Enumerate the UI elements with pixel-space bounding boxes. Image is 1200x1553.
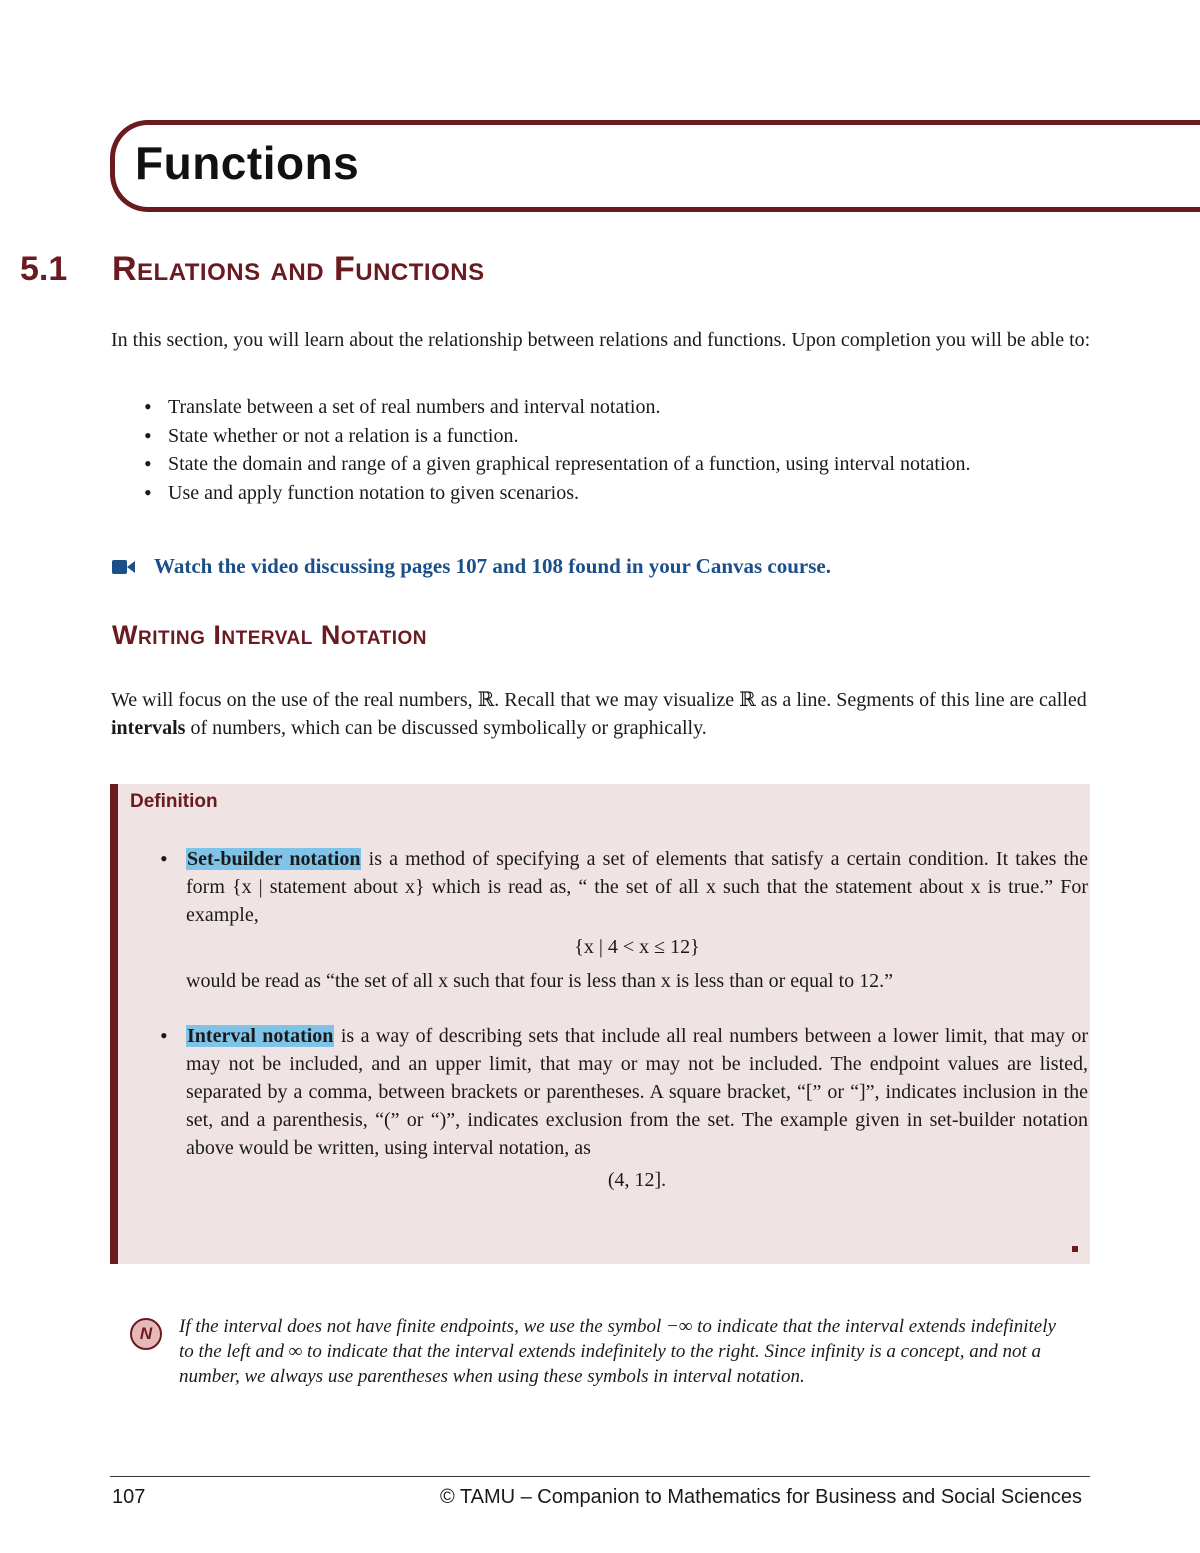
objective-item: • State the domain and range of a given graphical representation of a function, using interval notation.	[140, 450, 971, 479]
definition-box	[110, 784, 1090, 1264]
objective-item: • State whether or not a relation is a function.	[140, 422, 971, 451]
definition-text: would be read as “the set of all x such that four is less than x is less than or equal to 12.”	[186, 970, 894, 992]
note-text: If the interval does not have finite endpoints, we use the symbol −∞ to indicate that the interval extends indefinitely to the left and ∞ to indicate that the interval extends indefinitely to the right. Since infinity is a concept, and not a number, we always use parentheses when using these symbols in interval notation.	[179, 1316, 1056, 1387]
objective-item: • Translate between a set of real numbers and interval notation.	[140, 393, 971, 422]
term-set-builder-notation: Set-builder notation	[187, 848, 361, 870]
subsection-title: Writing Interval Notation	[112, 620, 428, 650]
bullet: •	[160, 846, 168, 871]
page-number: 107	[112, 1486, 146, 1508]
term-interval-notation: Interval notation	[187, 1025, 334, 1047]
note-icon: N	[130, 1318, 162, 1350]
interval-example: (4, 12].	[607, 1169, 667, 1191]
definition-label: Definition	[130, 791, 218, 812]
video-camera-icon	[112, 559, 136, 575]
bullet: •	[160, 1023, 168, 1048]
objectives-list	[140, 393, 971, 507]
paragraph-text: of numbers, which can be discussed symbolically or graphically.	[185, 717, 707, 739]
definition-text: is a method of specifying a set of elements that satisfy a certain condition. It takes the form {x | statement about x} which is read as, “ the set of all x such that the statement about x is true.” For example,	[186, 848, 1088, 926]
footer-text: © TAMU – Companion to Mathematics for Business and Social Sciences	[439, 1486, 1082, 1508]
section-title: Relations and Functions	[112, 250, 485, 288]
footer-divider	[110, 1476, 1090, 1477]
video-link-text[interactable]: Watch the video discussing pages 107 and 108 found in your Canvas course.	[154, 554, 831, 578]
chapter-title: Functions	[135, 137, 360, 189]
objective-item: • Use and apply function notation to given scenarios.	[140, 479, 971, 508]
section-number: 5.1	[20, 250, 68, 288]
definition-item-interval	[160, 1022, 1088, 1200]
intro-paragraph: In this section, you will learn about the relationship between relations and functions. Upon completion you will be able to:	[111, 329, 1091, 351]
paragraph-bold-term: intervals	[111, 717, 186, 739]
paragraph-text: We will focus on the use of the real numbers, ℝ. Recall that we may visualize ℝ as a line. Segments of this line are called	[111, 689, 1087, 711]
definition-text: is a way of describing sets that include all real numbers between a lower limit, that may or may not be included, and an upper limit, that may or may not be included. The endpoint values are listed, separated by a comma, between brackets or parentheses. A square bracket, “[” or “]”, indicates inclusion in the set, and a parenthesis, “(” or “)”, indicates exclusion from the set. The example given in set-builder notation above would be written, using interval notation, as	[186, 1025, 1088, 1159]
end-of-definition-marker	[1072, 1246, 1078, 1252]
intervals-paragraph	[111, 686, 1091, 742]
video-link[interactable]	[112, 554, 831, 579]
definition-item-set-builder	[160, 845, 1088, 995]
set-builder-example: {x | 4 < x ≤ 12}	[574, 936, 700, 958]
